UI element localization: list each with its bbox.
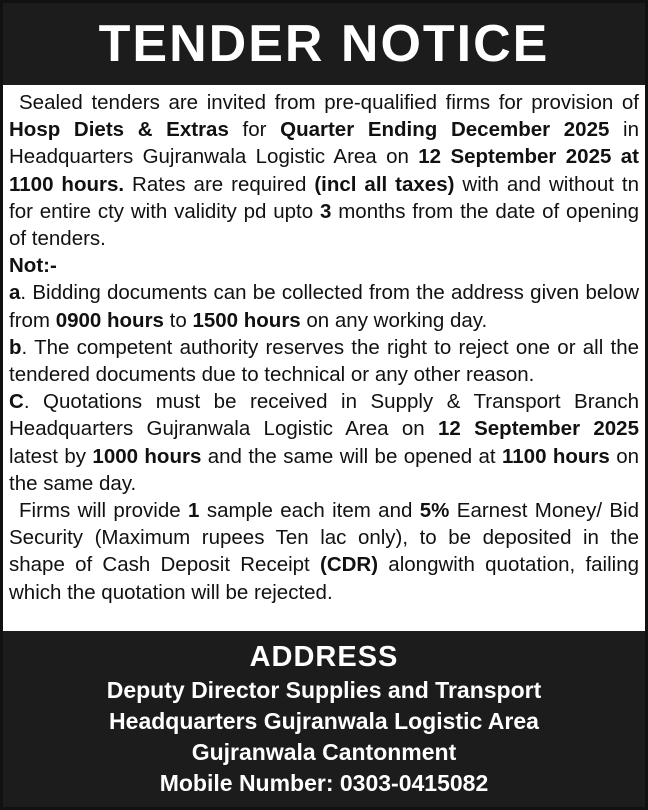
mobile-number: Mobile Number: 0303-0415082: [159, 770, 489, 796]
address-line-headquarters: Headquarters Gujranwala Logistic Area: [109, 708, 539, 734]
note-heading: Not:-: [9, 254, 57, 278]
notice-body: [3, 85, 645, 606]
firms-paragraph: Firms will provide 1 sample each item and 5% Earnest Money/ Bid Security (Maximum rupees Ten lac only), to be deposited in the shape of Cash Deposit Receipt (CDR) alongwith quotation, failing which the quotation will be rejected.: [9, 499, 640, 604]
address-line-cantonment: Gujranwala Cantonment: [191, 739, 457, 765]
notice-header: [3, 3, 645, 85]
note-b: b. The competent authority reserves the right to reject one or all the tendered documents due to technical or any other reason.: [9, 335, 639, 387]
address-line-office: Deputy Director Supplies and Transport: [106, 677, 542, 703]
intro-paragraph: Sealed tenders are invited from pre-qualified firms for provision of Hosp Diets & Extras for Quarter Ending December 2025 in Headquarters Gujranwala Logistic Area on 12 September 2025 at 1100 hours. Rates are required (incl all taxes) with and without tn for entire cty with validity pd upto 3 months from the date of opening of tenders.: [9, 91, 640, 251]
address-title: ADDRESS: [249, 641, 399, 673]
note-c: C. Quotations must be received in Supply & Transport Branch Headquarters Gujranwala Logistic Area on 12 September 2025 latest by 1000 hours and the same will be opened at 1100 hours on the same day.: [9, 390, 640, 495]
notice-title: TENDER NOTICE: [98, 15, 550, 73]
note-a: a. Bidding documents can be collected from the address given below from 0900 hours to 1500 hours on any working day.: [9, 281, 639, 332]
address-block: [3, 631, 645, 807]
